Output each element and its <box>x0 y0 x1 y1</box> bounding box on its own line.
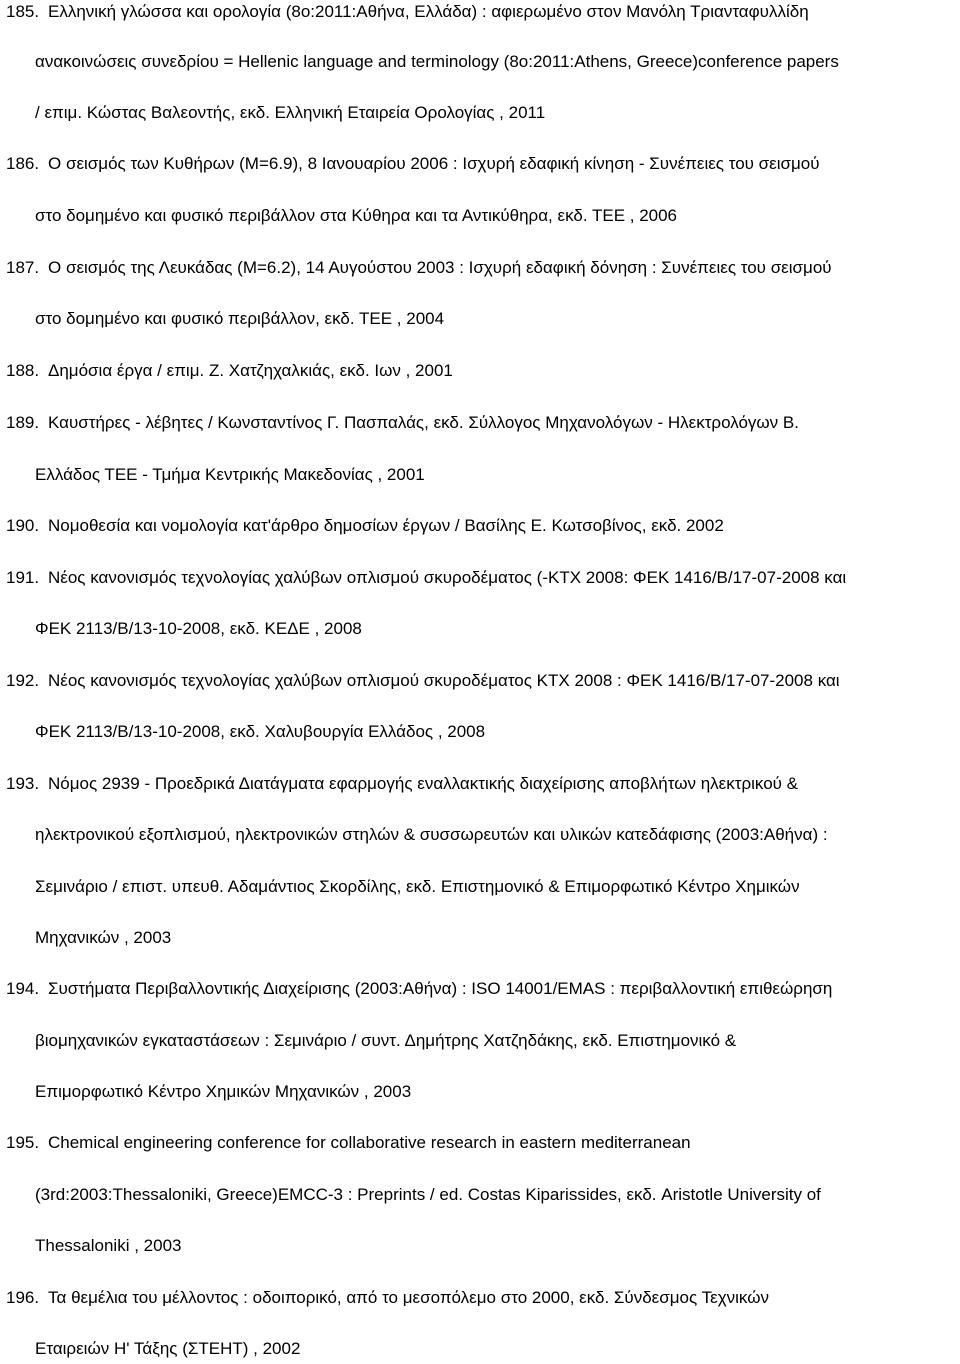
entry-number: 196. <box>6 1288 40 1307</box>
entry-number: 189. <box>6 413 40 432</box>
entry-line: Επιμορφωτικό Κέντρο Χημικών Μηχανικών , 2003 <box>35 1082 412 1101</box>
entry-text: Νέος κανονισμός τεχνολογίας χαλύβων οπλισμού σκυροδέματος (-ΚΤΧ 2008: ΦΕΚ 1416/Β/17-07-2008 και <box>48 568 847 587</box>
entry-line: Thessaloniki , 2003 <box>35 1236 182 1255</box>
entry-line: (3rd:2003:Thessaloniki, Greece)EMCC-3 : Preprints / ed. Costas Kiparissides, εκδ. Aristotle University of <box>35 1185 821 1204</box>
entry-line <box>0 253 956 283</box>
entry-line: ΦΕΚ 2113/Β/13-10-2008, εκδ. Χαλυβουργία Ελλάδος , 2008 <box>35 722 486 741</box>
entry-number: 190. <box>6 516 40 535</box>
entry-line: / επιμ. Κώστας Βαλεοντής, εκδ. Ελληνική Εταιρεία Ορολογίας , 2011 <box>35 103 546 122</box>
entry-text: Νομοθεσία και νομολογία κατ'άρθρο δημοσίων έργων / Βασίλης Ε. Κωτσοβίνος, εκδ. 2002 <box>48 516 724 535</box>
entry-number: 195. <box>6 1133 40 1152</box>
entry-line: ηλεκτρονικού εξοπλισμού, ηλεκτρονικών στηλών & συσσωρευτών και υλικών κατεδάφισης (2003:Αθήνα) : <box>35 825 828 844</box>
entry-text: Chemical engineering conference for collaborative research in eastern mediterranean <box>48 1133 691 1152</box>
entry-line: στο δομημένο και φυσικό περιβάλλον, εκδ. ΤΕΕ , 2004 <box>35 309 445 328</box>
entry-text: Καυστήρες - λέβητες / Κωνσταντίνος Γ. Πασπαλάς, εκδ. Σύλλογος Μηχανολόγων - Ηλεκτρολόγων Β. <box>48 413 799 432</box>
entry-line <box>0 1128 956 1158</box>
entry-number: 186. <box>6 154 40 173</box>
entry-line: ΦΕΚ 2113/Β/13-10-2008, εκδ. ΚΕΔΕ , 2008 <box>35 619 362 638</box>
entry-text: Ελληνική γλώσσα και ορολογία (8ο:2011:Αθήνα, Ελλάδα) : αφιερωμένο στον Μανόλη Τριανταφυλλίδη <box>48 2 809 21</box>
entry-line: βιομηχανικών εγκαταστάσεων : Σεμινάριο / συντ. Δημήτρης Χατζηδάκης, εκδ. Επιστημονικό & <box>35 1031 737 1050</box>
entry-text: Νόμος 2939 - Προεδρικά Διατάγματα εφαρμογής εναλλακτικής διαχείρισης αποβλήτων ηλεκτρικού & <box>48 774 799 793</box>
entry-text: Τα θεμέλια του μέλλοντος : οδοιπορικό, από το μεσοπόλεμο στο 2000, εκδ. Σύνδεσμος Τεχνικών <box>48 1288 769 1307</box>
entry-text: Νέος κανονισμός τεχνολογίας χαλύβων οπλισμού σκυροδέματος ΚΤΧ 2008 : ΦΕΚ 1416/Β/17-07-2008 και <box>48 671 840 690</box>
entry-line <box>0 974 956 1004</box>
entry-line <box>0 356 956 386</box>
entry-line <box>0 769 956 799</box>
entry-text: Ο σεισμός των Κυθήρων (Μ=6.9), 8 Ιανουαρίου 2006 : Ισχυρή εδαφική κίνηση - Συνέπειες του σεισμού <box>48 154 820 173</box>
entry-line: Μηχανικών , 2003 <box>35 928 172 947</box>
entry-line <box>0 408 956 438</box>
entry-line: ανακοινώσεις συνεδρίου = Hellenic language and terminology (8o:2011:Athens, Greece)conference papers <box>35 52 839 71</box>
entry-text: Δημόσια έργα / επιμ. Ζ. Χατζηχαλκιάς, εκδ. Ιων , 2001 <box>48 361 453 380</box>
entry-line: Σεμινάριο / επιστ. υπευθ. Αδαμάντιος Σκορδίλης, εκδ. Επιστημονικό & Επιμορφωτικό Κέντρο Χημικών <box>35 877 800 896</box>
entry-number: 185. <box>6 2 40 21</box>
entry-line <box>0 666 956 696</box>
entry-number: 187. <box>6 258 40 277</box>
entry-line <box>0 0 956 27</box>
entry-number: 193. <box>6 774 40 793</box>
entry-number: 192. <box>6 671 40 690</box>
entry-number: 194. <box>6 979 40 998</box>
entry-line: στο δομημένο και φυσικό περιβάλλον στα Κύθηρα και τα Αντικύθηρα, εκδ. ΤΕΕ , 2006 <box>35 206 678 225</box>
entry-text: Ο σεισμός της Λευκάδας (Μ=6.2), 14 Αυγούστου 2003 : Ισχυρή εδαφική δόνηση : Συνέπειες του σεισμού <box>48 258 832 277</box>
entry-line <box>0 511 956 541</box>
entry-number: 188. <box>6 361 40 380</box>
entry-line: Ελλάδος ΤΕΕ - Τμήμα Κεντρικής Μακεδονίας , 2001 <box>35 465 425 484</box>
entry-line <box>0 149 956 179</box>
entry-text: Συστήματα Περιβαλλοντικής Διαχείρισης (2003:Αθήνα) : ISO 14001/EMAS : περιβαλλοντική επιθεώρηση <box>48 979 833 998</box>
entry-line <box>0 563 956 593</box>
entry-number: 191. <box>6 568 40 587</box>
entry-line <box>0 1283 956 1313</box>
entry-line: Εταιρειών Η' Τάξης (ΣΤΕΗΤ) , 2002 <box>35 1339 301 1358</box>
